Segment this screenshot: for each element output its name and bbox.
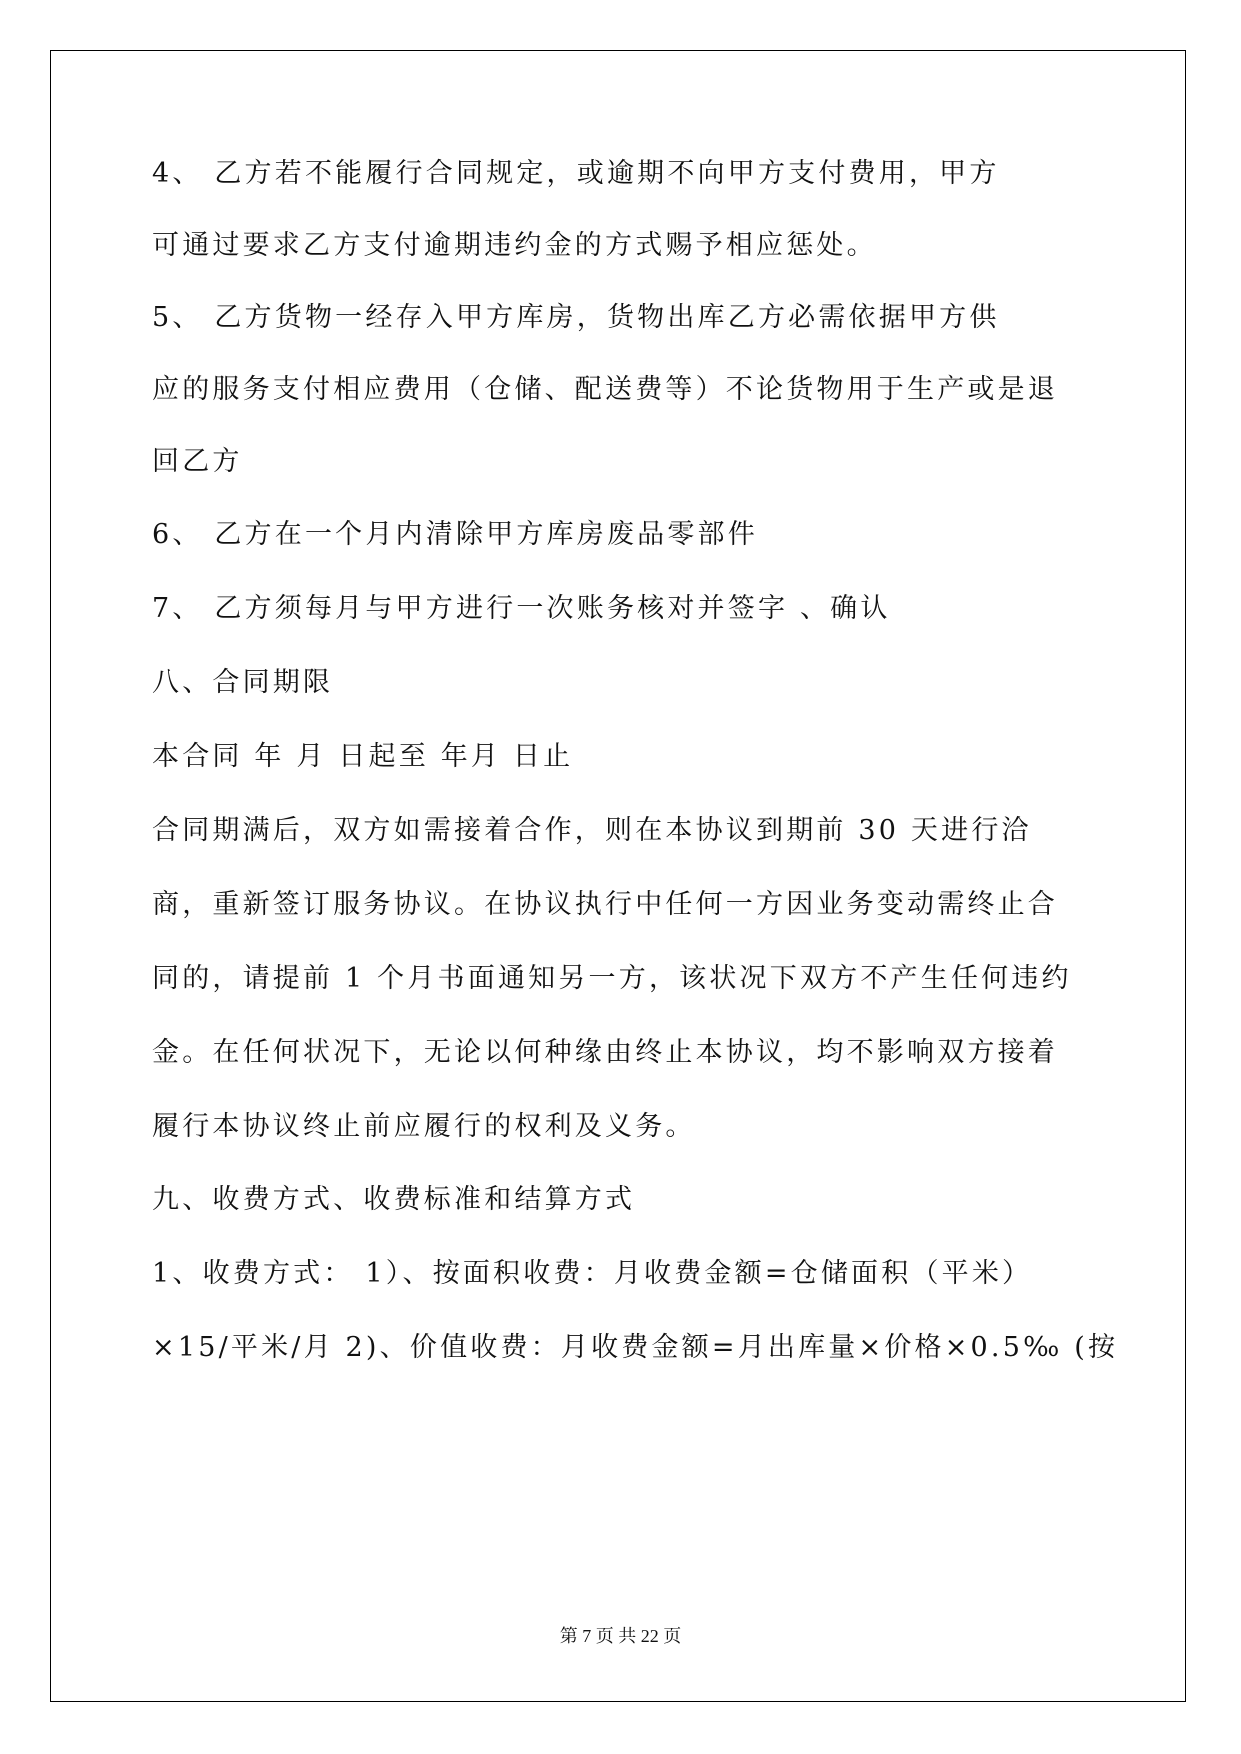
text-line: 履行本协议终止前应履行的权利及义务。 [152,1111,696,1142]
text-line: 回乙方 [152,446,243,477]
text-line: 7、 乙方须每月与甲方进行一次账务核对并签字 、确认 [152,593,891,624]
text-line: 同的，请提前 1 个月书面通知另一方，该状况下双方不产生任何违约 [152,963,1072,994]
text-line: 1、收费方式： 1）、按面积收费：月收费金额=仓储面积（平米） [152,1258,1033,1289]
section-heading: 九、收费方式、收费标准和结算方式 [152,1184,636,1215]
text-line: 应的服务支付相应费用（仓储、配送费等）不论货物用于生产或是退 [152,374,1058,405]
page-footer: 第 7 页 共 22 页 [559,1626,682,1646]
text-line: ×15/平米/月 2)、价值收费：月收费金额=月出库量×价格×0.5‰ (按 [152,1332,1119,1363]
text-line: 5、 乙方货物一经存入甲方库房，货物出库乙方必需依据甲方供 [152,302,1000,333]
text-line: 6、 乙方在一个月内清除甲方库房废品零部件 [152,519,758,550]
section-heading: 八、合同期限 [152,667,334,698]
text-line: 金。在任何状况下，无论以何种缘由终止本协议，均不影响双方接着 [152,1037,1058,1068]
text-line: 合同期满后，双方如需接着合作，则在本协议到期前 30 天进行洽 [152,815,1032,846]
text-line: 本合同 年 月 日起至 年月 日止 [152,741,574,772]
text-line: 4、 乙方若不能履行合同规定，或逾期不向甲方支付费用，甲方 [152,158,1000,189]
text-line: 商，重新签订服务协议。在协议执行中任何一方因业务变动需终止合 [152,889,1058,920]
text-line: 可通过要求乙方支付逾期违约金的方式赐予相应惩处。 [152,230,877,261]
